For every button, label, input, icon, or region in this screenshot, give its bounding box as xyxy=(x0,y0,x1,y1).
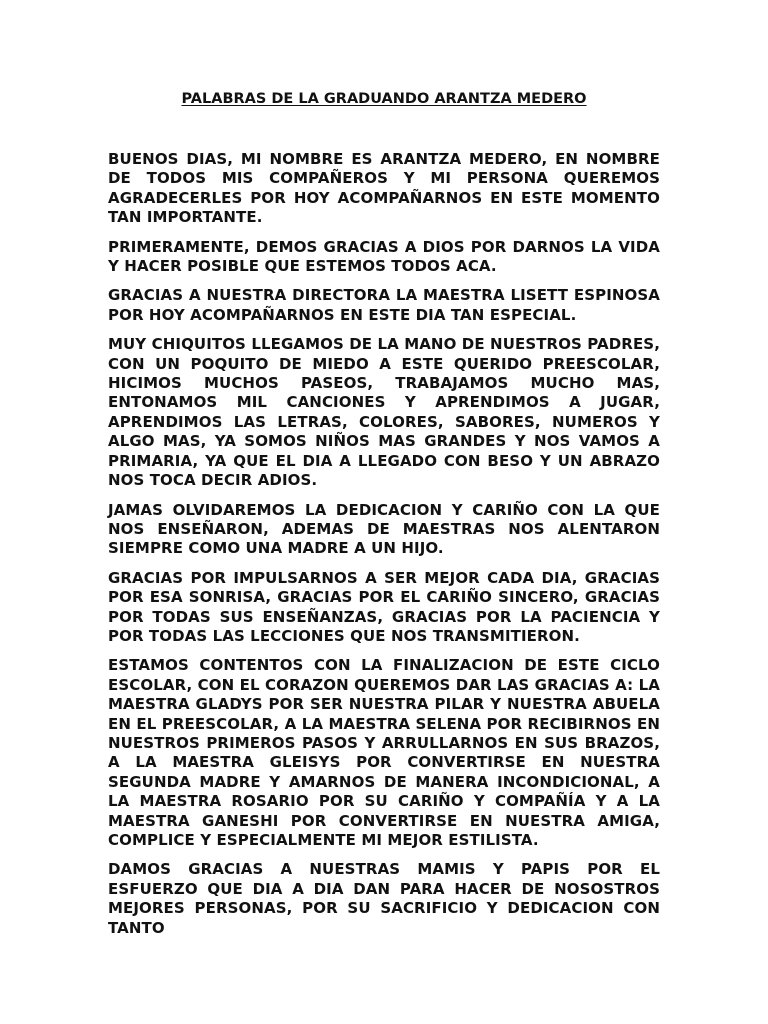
paragraph-greeting: BUENOS DIAS, MI NOMBRE ES ARANTZA MEDERO, EN NOMBRE DE TODOS MIS COMPAÑEROS Y MI PERSONA QUEREMOS AGRADECERLES POR HOY ACOMPAÑARNOS EN ESTE MOMENTO TAN IMPORTANTE. xyxy=(108,150,660,227)
paragraph-memories: MUY CHIQUITOS LLEGAMOS DE LA MANO DE NUESTROS PADRES, CON UN POQUITO DE MIEDO A ESTE QUERIDO PREESCOLAR, HICIMOS MUCHOS PASEOS, TRABAJAMOS MUCHO MAS, ENTONAMOS MIL CANCIONES Y APRENDIMOS A JUGAR, APRENDIMOS LAS LETRAS, COLORES, SABORES, NUMEROS Y ALGO MAS, YA SOMOS NIÑOS MAS GRANDES Y NOS VAMOS A PRIMARIA, YA QUE EL DIA A LLEGADO CON BESO Y UN ABRAZO NOS TOCA DECIR ADIOS. xyxy=(108,335,660,490)
paragraph-dedication: JAMAS OLVIDAREMOS LA DEDICACION Y CARIÑO CON LA QUE NOS ENSEÑARON, ADEMAS DE MAESTRAS NOS ALENTARON SIEMPRE COMO UNA MADRE A UN HIJO. xyxy=(108,500,660,558)
paragraph-gratitude: GRACIAS POR IMPULSARNOS A SER MEJOR CADA DIA, GRACIAS POR ESA SONRISA, GRACIAS POR EL CARIÑO SINCERO, GRACIAS POR TODAS SUS ENSEÑANZAS, GRACIAS POR LA PACIENCIA Y POR TODAS LAS LECCIONES QUE NOS TRANSMITIERON. xyxy=(108,568,660,645)
paragraph-thanks-god: PRIMERAMENTE, DEMOS GRACIAS A DIOS POR DARNOS LA VIDA Y HACER POSIBLE QUE ESTEMOS TODOS ACA. xyxy=(108,237,660,276)
document-title: PALABRAS DE LA GRADUANDO ARANTZA MEDERO xyxy=(181,91,587,107)
paragraph-parents: DAMOS GRACIAS A NUESTRAS MAMIS Y PAPIS POR EL ESFUERZO QUE DIA A DIA DAN PARA HACER DE NOSOSTROS MEJORES PERSONAS, POR SU SACRIFICIO Y DEDICACION CON TANTO xyxy=(108,860,660,937)
paragraph-thanks-director: GRACIAS A NUESTRA DIRECTORA LA MAESTRA LISETT ESPINOSA POR HOY ACOMPAÑARNOS EN ESTE DIA TAN ESPECIAL. xyxy=(108,286,660,324)
paragraph-teachers: ESTAMOS CONTENTOS CON LA FINALIZACION DE ESTE CICLO ESCOLAR, CON EL CORAZON QUEREMOS DAR LAS GRACIAS A: LA MAESTRA GLADYS POR SER NUESTRA PILAR Y NUESTRA ABUELA EN EL PREESCOLAR, A LA MAESTRA SELENA POR RECIBIRNOS EN NUESTROS PRIMEROS PASOS Y ARRULLARNOS EN SUS BRAZOS, A LA MAESTRA GLEISYS POR CONVERTIRSE EN NUESTRA SEGUNDA MADRE Y AMARNOS DE MANERA INCONDICIONAL, A LA MAESTRA ROSARIO POR SU CARIÑO Y COMPAÑÍA Y A LA MAESTRA GANESHI POR CONVERTIRSE EN NUESTRA AMIGA, COMPLICE Y ESPECIALMENTE MI MEJOR ESTILISTA. xyxy=(108,656,660,849)
document-body xyxy=(108,150,660,948)
